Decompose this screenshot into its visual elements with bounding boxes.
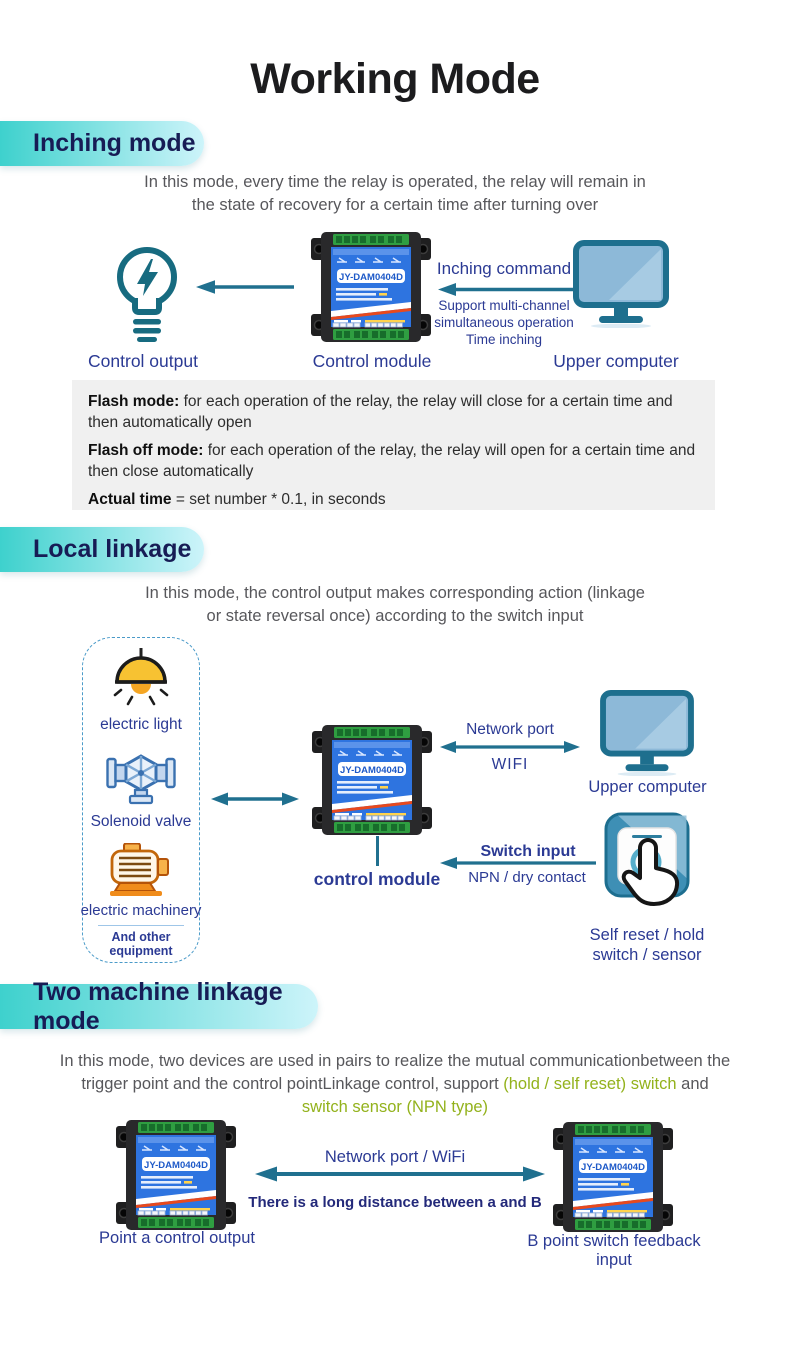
arrow-module-to-output [196, 279, 294, 295]
inching-command-note: Support multi-channel simultaneous operation Time inching [434, 298, 574, 347]
section-banner-local-linkage [0, 527, 204, 572]
module-connector-line [376, 836, 379, 866]
arrow-module-a-b [255, 1165, 545, 1183]
equipment-label-solenoid-valve: Solenoid valve [90, 813, 192, 830]
actual-time-note: Actual time = set number * 0.1, in seconds [88, 491, 386, 508]
two-machine-description: In this mode, two devices are used in pairs to realize the mutual communicationbetween the trigger point and the control pointLinkage control, support (hold / self reset) switch and switch sensor (NPN type) [59, 1052, 731, 1116]
highlight-sensor-type: switch sensor (NPN type) [301, 1098, 489, 1116]
banner-label: Two machine linkage mode [33, 977, 283, 1035]
module-a-image [114, 1118, 238, 1232]
inching-command-label: Inching command [436, 259, 572, 278]
flash-off-mode-note: Flash off mode: for each operation of the relay, the relay will open for a certain time and then close automatically [88, 442, 696, 480]
control-module-label: Control module [312, 351, 432, 371]
distance-note: There is a long distance between a and B [248, 1194, 542, 1211]
hanging-lamp-icon [111, 648, 171, 712]
control-module-image-2 [310, 723, 434, 837]
equipment-label-electric-light: electric light [100, 716, 182, 733]
switch-input-sub-label: NPN / dry contact [468, 869, 586, 886]
arrow-module-computer [440, 740, 580, 754]
section-banner-two-machine [0, 977, 318, 1035]
point-b-label: B point switch feedback input [527, 1232, 701, 1269]
device-model-text: JY-DAM0404D [340, 765, 404, 776]
inching-description: In this mode, every time the relay is operated, the relay will remain in the state of recovery for a certain time after turning over [144, 173, 646, 214]
module-b-image [551, 1120, 675, 1234]
network-port-label: Network port [466, 721, 554, 738]
arrow-computer-to-module [438, 282, 576, 297]
switch-caption: Self reset / hold switch / sensor [589, 926, 705, 964]
lightning-bulb-icon [112, 244, 182, 342]
control-output-label: Control output [88, 351, 198, 371]
section-banner-inching-mode [0, 121, 204, 166]
arrow-switch-to-module [440, 856, 596, 870]
computer-monitor-icon-2 [600, 690, 694, 776]
upper-computer-label-2: Upper computer [588, 778, 707, 796]
electric-motor-icon [108, 843, 174, 897]
control-module-label-2: control module [313, 869, 441, 889]
page-title: Working Mode [250, 55, 540, 103]
highlight-switch-types: (hold / self reset) switch [503, 1075, 677, 1093]
equipment-footer: And other equipment [109, 930, 173, 958]
flash-mode-note: Flash mode: for each operation of the relay, the relay will close for a certain time and then automatically open [88, 393, 673, 431]
device-photo [551, 1120, 675, 1234]
computer-monitor-icon-1 [573, 240, 669, 328]
device-photo [114, 1118, 238, 1232]
equipment-label-electric-machinery: electric machinery [80, 902, 202, 919]
upper-computer-label-1: Upper computer [553, 351, 679, 371]
wifi-label: WIFI [491, 756, 529, 773]
device-model-text: JY-DAM0404D [581, 1162, 645, 1173]
control-module-image-1 [309, 230, 433, 344]
solenoid-valve-icon [106, 745, 176, 807]
switch-input-label: Switch input [480, 843, 576, 860]
banner-label: Local linkage [33, 535, 192, 563]
local-linkage-description: In this mode, the control output makes corresponding action (linkage or state reversal once) according to the switch input [145, 584, 645, 625]
banner-label: Inching mode [33, 129, 196, 157]
network-wifi-link-label: Network port / WiFi [324, 1148, 466, 1166]
mode-notes-box [72, 380, 715, 510]
touch-switch-icon [604, 812, 692, 918]
point-a-label: Point a control output [99, 1229, 255, 1247]
device-photo [309, 230, 433, 344]
arrow-equipment-module [211, 791, 299, 807]
device-model-text: JY-DAM0404D [144, 1160, 208, 1171]
device-model-text: JY-DAM0404D [339, 272, 403, 283]
device-photo [310, 723, 434, 837]
equipment-divider [98, 925, 184, 926]
